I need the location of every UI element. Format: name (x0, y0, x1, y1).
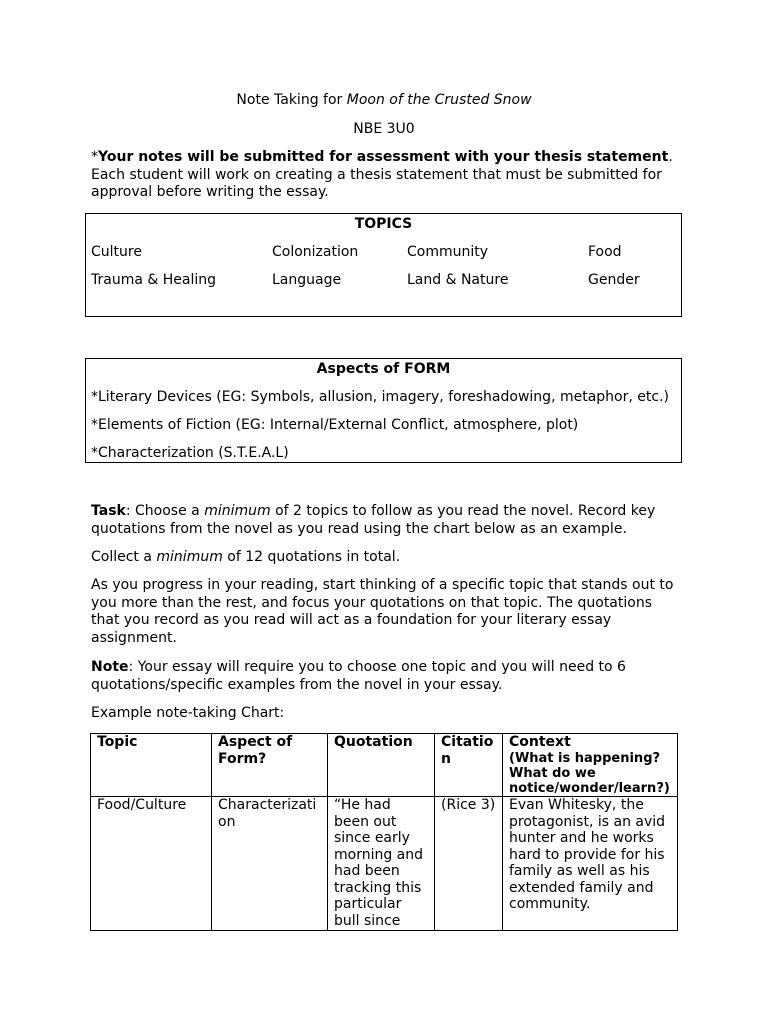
example-chart (90, 733, 678, 931)
form-box (85, 358, 682, 463)
form-heading: Aspects of FORM (316, 361, 451, 377)
intro-line-2: Each student will work on creating a thesis statement that must be submitted for (91, 166, 662, 183)
intro-line-1: *Your notes will be submitted for assessment with your thesis statement. (91, 149, 673, 165)
cell-citation: (Rice 3) (435, 797, 503, 931)
course-code: NBE 3U0 (353, 121, 415, 137)
page-title (0, 92, 768, 110)
topic-item: Culture (91, 244, 142, 260)
topic-item: Gender (588, 272, 640, 288)
note-line-2: quotations/specific examples from the novel in your essay. (91, 676, 503, 693)
topic-item: Food (588, 244, 622, 260)
task-paragraph (91, 503, 681, 538)
cell-aspect: Characterization (212, 797, 328, 931)
header-context-cell (503, 734, 678, 797)
progress-line: assignment. (91, 629, 177, 646)
topic-item: Colonization (272, 244, 359, 260)
form-item: *Elements of Fiction (EG: Internal/External Conflict, atmosphere, plot) (91, 417, 579, 433)
topics-box (85, 213, 682, 317)
header-context-sub: (What is happening? What do we notice/wonder/learn?) (509, 750, 670, 796)
title-prefix: Note Taking for (236, 92, 347, 108)
collect-paragraph: Collect a minimum of 12 quotations in total. (91, 549, 401, 565)
cell-context: Evan Whitesky, the protagonist, is an avid hunter and he works hard to provide for his family as well as his extended family and community. (503, 797, 678, 931)
header-citation: Citation (435, 734, 503, 797)
topic-item: Land & Nature (407, 272, 509, 288)
cell-quotation: “He had been out since early morning and had been tracking this particular bull since (334, 797, 424, 927)
header-topic: Topic (91, 734, 212, 797)
chart-header-row (91, 734, 678, 797)
progress-line: you more than the rest, and focus your quotations on that topic. The quotations (91, 594, 652, 611)
cell-topic: Food/Culture (91, 797, 212, 931)
topic-item: Language (272, 272, 342, 288)
header-aspect: Aspect of Form? (212, 734, 328, 797)
topic-item: Trauma & Healing (91, 272, 216, 288)
intro-line-3: approval before writing the essay. (91, 184, 329, 200)
form-item: *Characterization (S.T.E.A.L) (91, 445, 289, 461)
task-line-2: quotations from the novel as you read using the chart below as an example. (91, 520, 627, 537)
note-label: Note (91, 659, 129, 675)
cell-quotation-cell (328, 797, 435, 931)
header-quotation: Quotation (328, 734, 435, 797)
task-label: Task (91, 503, 126, 519)
chart-label: Example note-taking Chart: (91, 705, 285, 721)
note-line-1: Note: Your essay will require you to choose one topic and you will need to 6 (91, 659, 626, 675)
progress-line: that you record as you read will act as a foundation for your literary essay (91, 612, 612, 628)
note-paragraph (91, 659, 681, 694)
intro-bold: Your notes will be submitted for assessment with your thesis statement (98, 149, 669, 165)
form-item: *Literary Devices (EG: Symbols, allusion, imagery, foreshadowing, metaphor, etc.) (91, 389, 669, 405)
book-title: Moon of the Crusted Snow (346, 92, 532, 108)
table-row (91, 797, 678, 931)
topics-heading: TOPICS (354, 216, 413, 232)
topic-item: Community (407, 244, 489, 260)
progress-paragraph (91, 577, 681, 647)
header-context: Context (509, 734, 571, 750)
progress-line: As you progress in your reading, start thinking of a specific topic that stands out to (91, 577, 674, 593)
task-line-1: Task: Choose a minimum of 2 topics to follow as you read the novel. Record key (91, 503, 656, 519)
intro-paragraph (91, 149, 681, 202)
